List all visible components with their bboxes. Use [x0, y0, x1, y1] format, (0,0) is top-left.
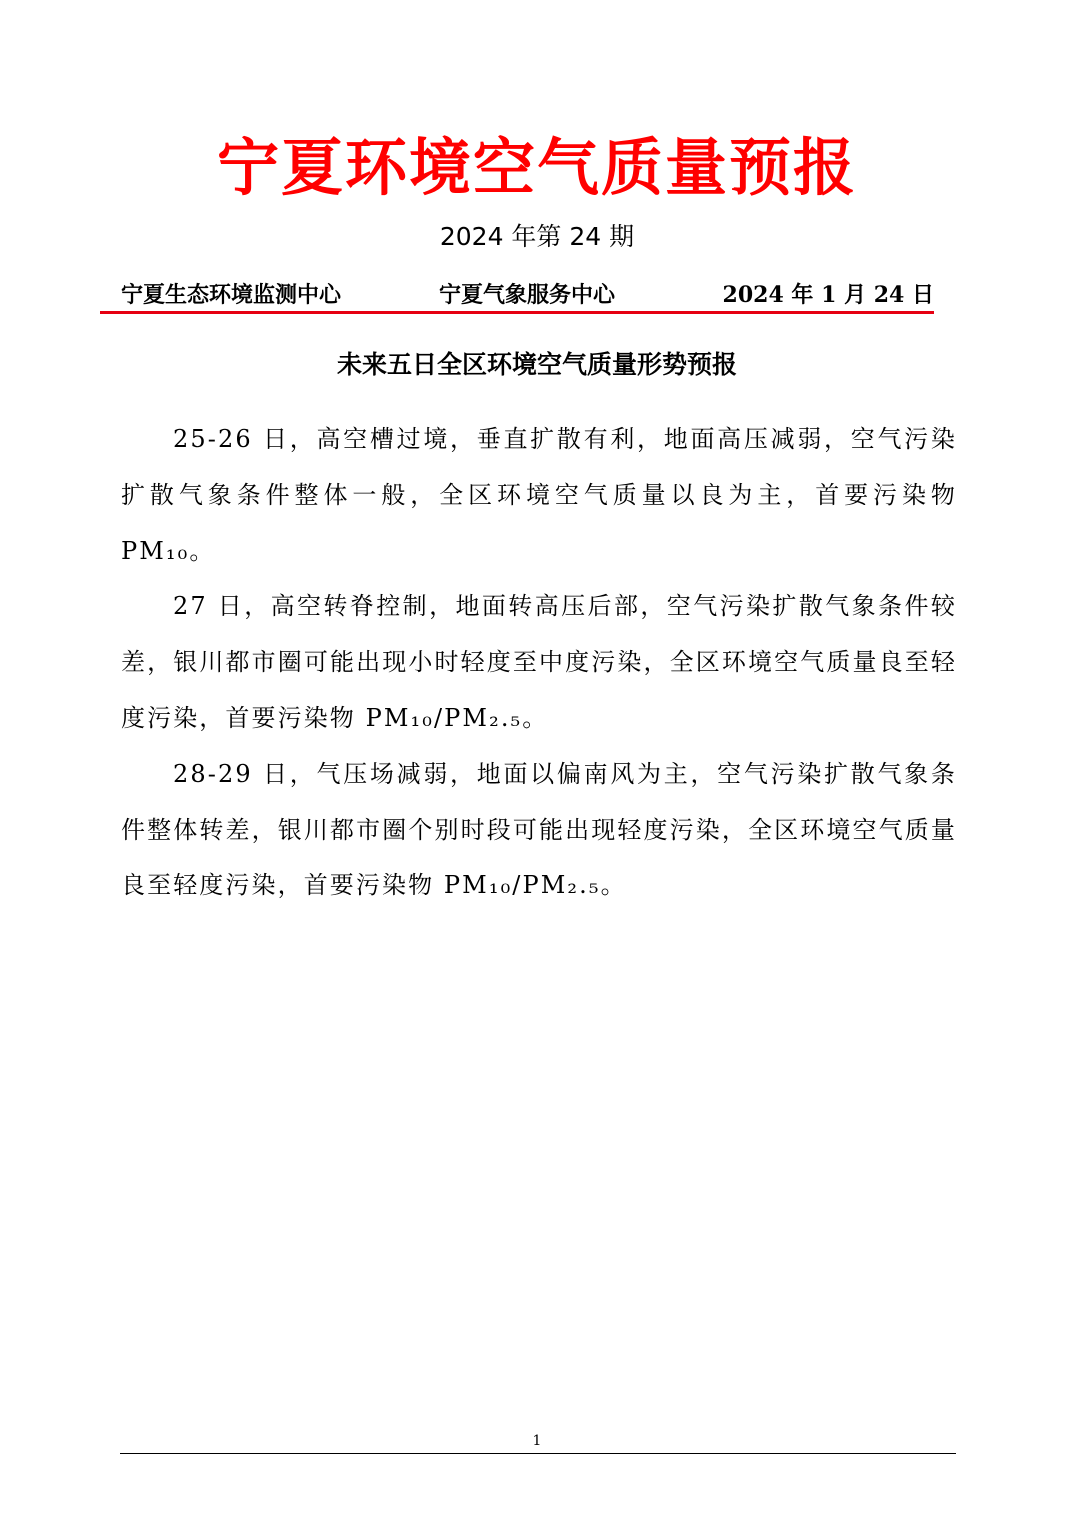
- paragraph-forecast-25-26: 25-26 日，高空槽过境，垂直扩散有利，地面高压减弱，空气污染扩散气象条件整体一般，全区环境空气质量以良为主，首要污染物 PM₁₀。: [121, 425, 957, 565]
- page-number: 1: [532, 1433, 542, 1449]
- header-red-divider: [100, 311, 934, 314]
- paragraph-forecast-28-29: 28-29 日，气压场减弱，地面以偏南风为主，空气污染扩散气象条件整体转差，银川都市圈个别时段可能出现轻度污染，全区环境空气质量良至轻度污染，首要污染物 PM₁₀/PM₂.₅。: [121, 759, 957, 900]
- forecast-body: [121, 412, 957, 914]
- footer-divider: [120, 1453, 956, 1454]
- paragraph-forecast-27: 27 日，高空转脊控制，地面转高压后部，空气污染扩散气象条件较差，银川都市圈可能出现小时轻度至中度污染，全区环境空气质量良至轻度污染，首要污染物 PM₁₀/PM₂.₅。: [121, 592, 957, 732]
- issue-date: 2024 年 1 月 24 日: [722, 282, 934, 308]
- header-row: [121, 278, 934, 312]
- page-title: 宁夏环境空气质量预报: [216, 131, 857, 204]
- issuer-weather-service: 宁夏气象服务中心: [439, 282, 616, 308]
- issuer-monitoring-center: 宁夏生态环境监测中心: [121, 282, 342, 308]
- section-title: 未来五日全区环境空气质量形势预报: [336, 350, 737, 379]
- issue-number: 2024 年第 24 期: [439, 222, 635, 251]
